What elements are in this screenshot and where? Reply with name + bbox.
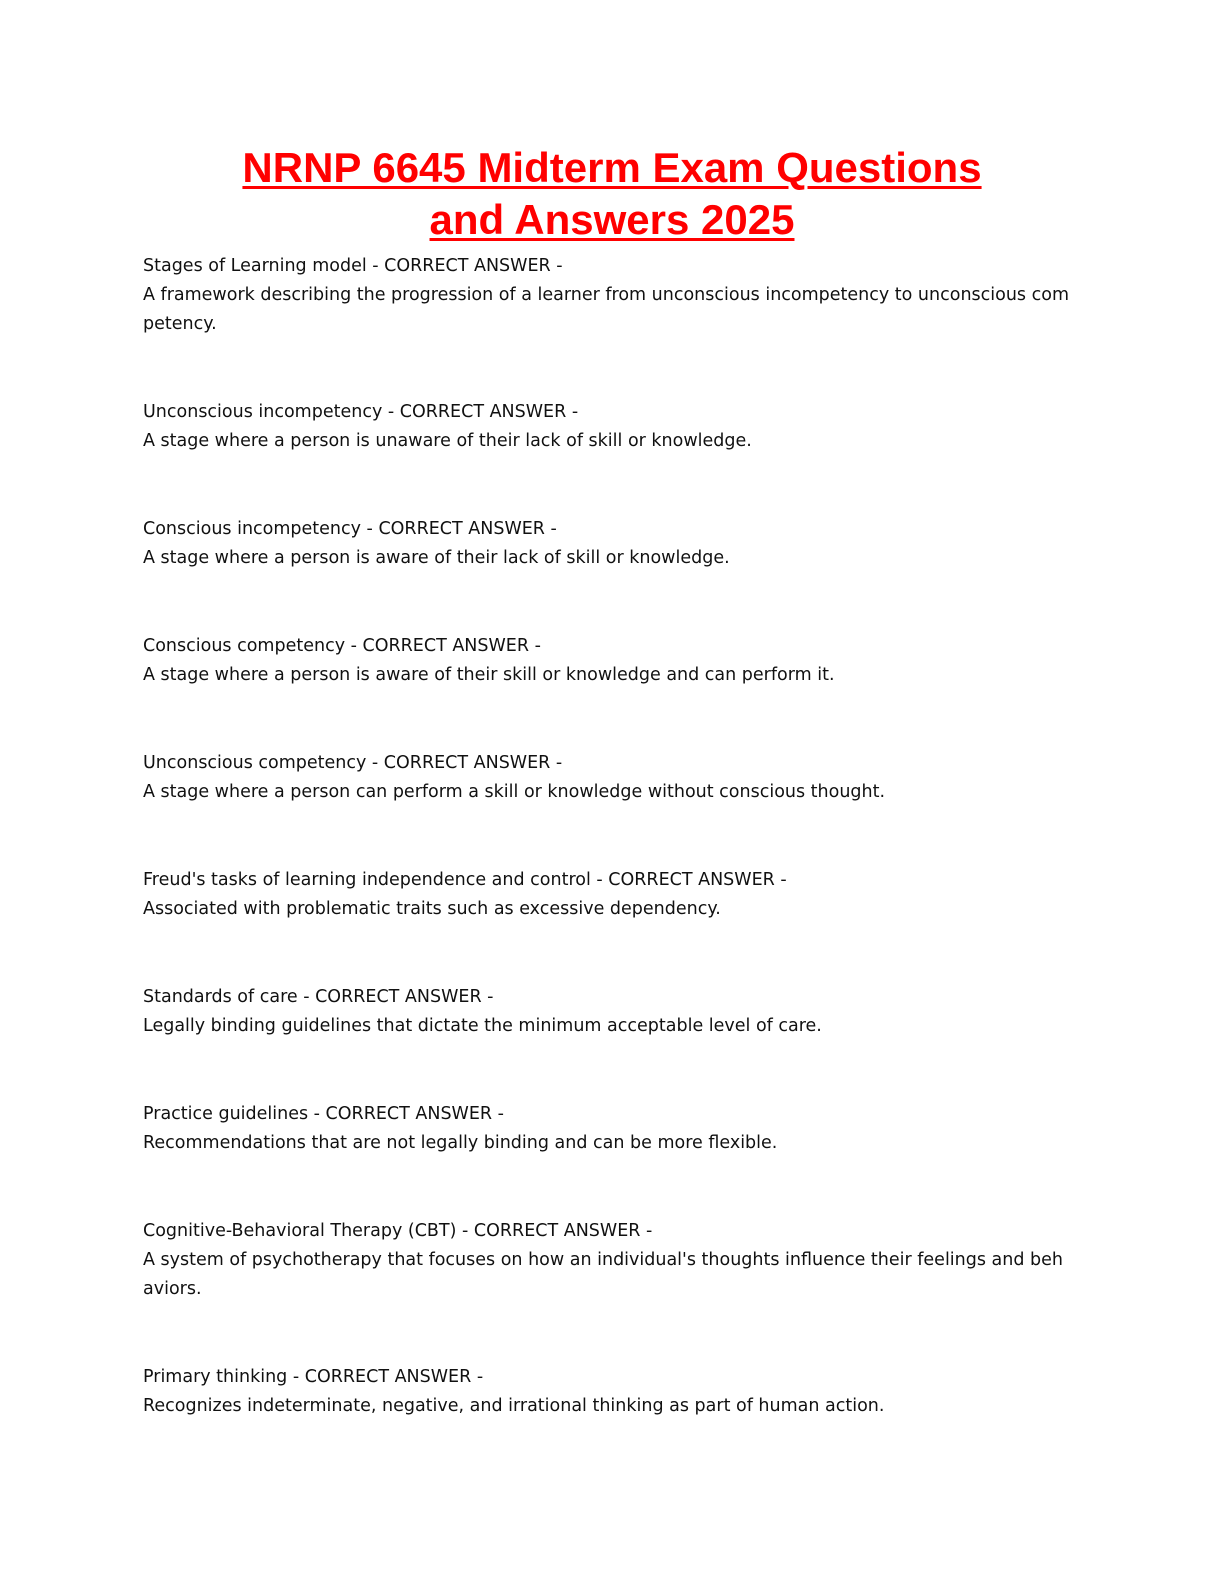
qa-item — [143, 1100, 1073, 1158]
qa-term: Unconscious incompetency - CORRECT ANSWER - — [143, 402, 579, 422]
qa-item — [143, 866, 1073, 924]
qa-answer: Associated with problematic traits such as excessive dependency. — [143, 899, 721, 919]
title-line-2: and Answers 2025 — [429, 196, 795, 243]
qa-answer: A framework describing the progression of a learner from unconscious incompetency to unconscious competency. — [143, 285, 1069, 334]
page-title — [0, 142, 1224, 246]
qa-term: Freud's tasks of learning independence and control - CORRECT ANSWER - — [143, 870, 787, 890]
qa-term: Conscious competency - CORRECT ANSWER - — [143, 636, 541, 656]
qa-item — [143, 515, 1073, 573]
qa-term: Cognitive-Behavioral Therapy (CBT) - CORRECT ANSWER - — [143, 1221, 653, 1241]
title-line-1: NRNP 6645 Midterm Exam Questions — [242, 144, 982, 191]
qa-answer: A stage where a person is aware of their skill or knowledge and can perform it. — [143, 665, 835, 685]
qa-answer: A stage where a person is aware of their lack of skill or knowledge. — [143, 548, 730, 568]
qa-term: Primary thinking - CORRECT ANSWER - — [143, 1367, 484, 1387]
qa-term: Practice guidelines - CORRECT ANSWER - — [143, 1104, 504, 1124]
qa-term: Conscious incompetency - CORRECT ANSWER - — [143, 519, 557, 539]
qa-item — [143, 252, 1073, 339]
qa-term: Stages of Learning model - CORRECT ANSWER - — [143, 256, 563, 276]
qa-item — [143, 1363, 1073, 1421]
qa-item — [143, 632, 1073, 690]
qa-term: Standards of care - CORRECT ANSWER - — [143, 987, 494, 1007]
qa-answer: A stage where a person is unaware of their lack of skill or knowledge. — [143, 431, 752, 451]
qa-answer: Legally binding guidelines that dictate the minimum acceptable level of care. — [143, 1016, 822, 1036]
qa-item — [143, 398, 1073, 456]
qa-answer: Recognizes indeterminate, negative, and irrational thinking as part of human action. — [143, 1396, 885, 1416]
qa-answer: A system of psychotherapy that focuses on how an individual's thoughts influence their feelings and behaviors. — [143, 1250, 1063, 1299]
qa-item — [143, 749, 1073, 807]
qa-item — [143, 1217, 1073, 1304]
qa-answer: Recommendations that are not legally binding and can be more flexible. — [143, 1133, 778, 1153]
qa-item — [143, 983, 1073, 1041]
qa-term: Unconscious competency - CORRECT ANSWER - — [143, 753, 563, 773]
qa-list — [143, 252, 1073, 1480]
qa-answer: A stage where a person can perform a skill or knowledge without conscious thought. — [143, 782, 886, 802]
